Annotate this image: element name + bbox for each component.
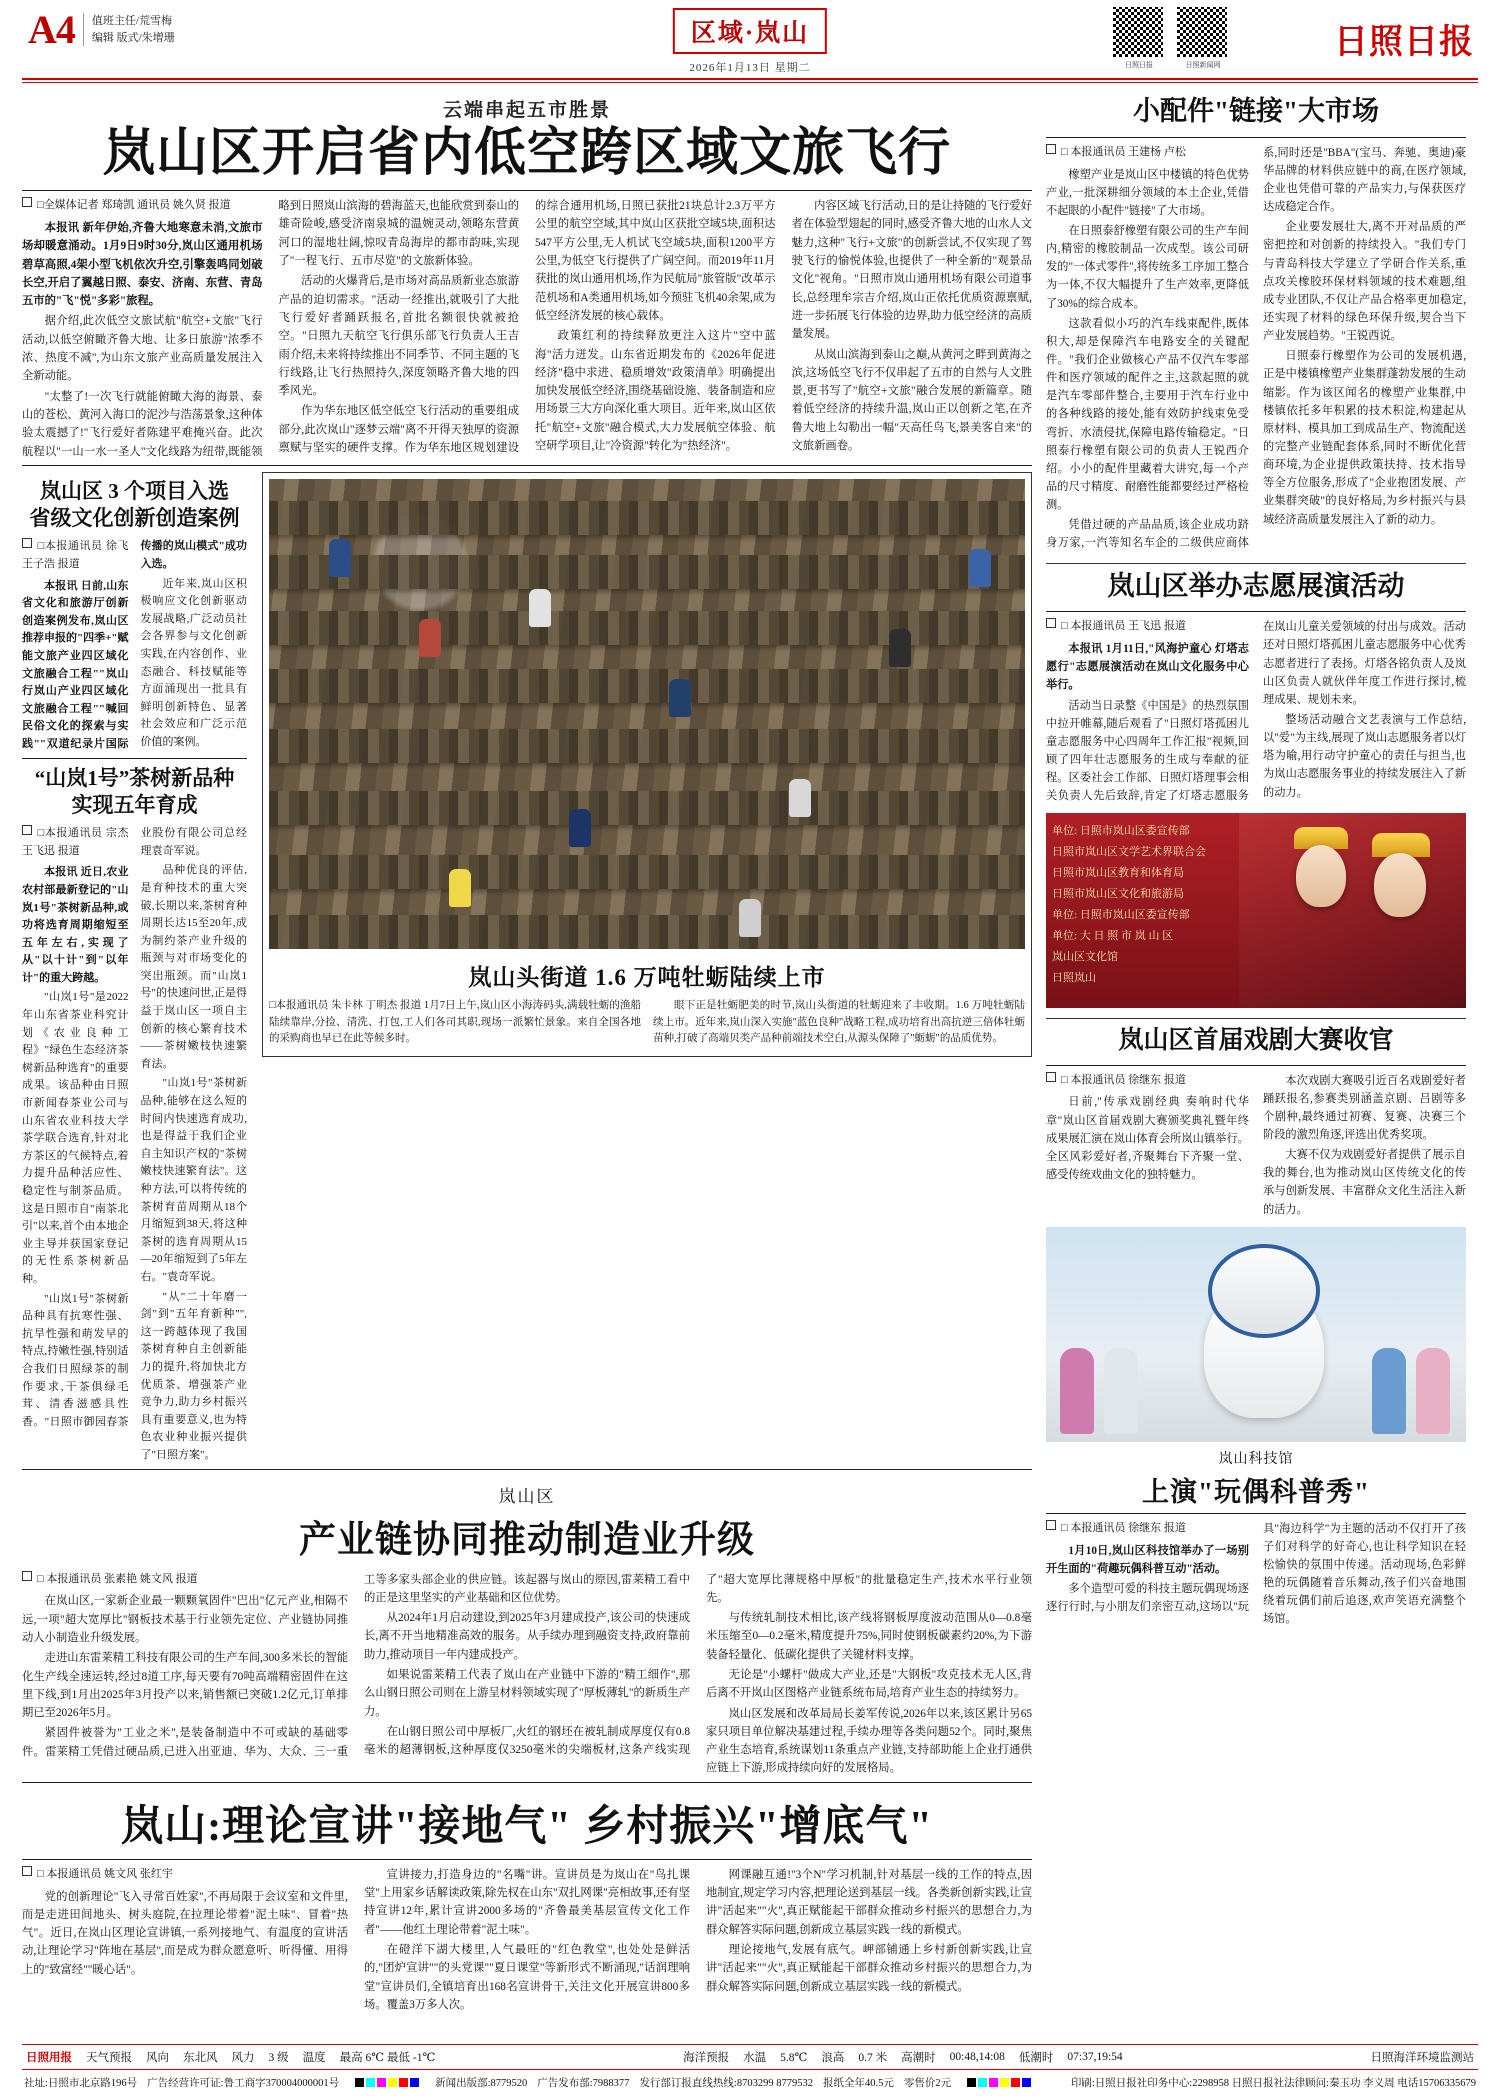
- paragraph: 近年来,岚山区积极响应文化创新驱动发展战略,广泛动员社会各界参与文化创新实践,在内容创作、业态融合、科技赋能等方面涌现出一批具有鲜明创新特色、显著社会效应和广泛示范价值的案例。: [140, 577, 247, 748]
- paragraph: 从2024年1月启动建设,到2025年3月建成投产,该公司的快速成长,离不开当地精准高效的服务。从手续办理到融资支持,政府靠前助力,推动项目一年内建成投产。: [364, 1612, 690, 1661]
- section-banner-box: [673, 8, 827, 54]
- masthead: [0, 0, 1500, 76]
- right-byline-text: □ 本报通讯员 王飞迅 报道: [1061, 620, 1186, 633]
- right-headline-opera: 岚山区首届戏剧大赛收官: [1118, 1027, 1394, 1055]
- folio: [28, 7, 175, 52]
- paragraph: 在磴洋下湖大楼里,人气最旺的"红色教堂",也处处是鲜活的,"团炉宣讲""的头党课""夏日课堂"等新形式不断涌现,"话润理响堂"宣讲员们,全镇培育出168名宣讲骨干,关注文化开展宣讲800多场。覆盖3万多人次。: [364, 1943, 690, 2011]
- divider: [1046, 1065, 1466, 1066]
- side-byline-text: □本报通讯员 宗杰 王飞迅 报道: [22, 827, 129, 857]
- right-byline: [1046, 618, 1249, 636]
- paragraph: 宣讲接力,打造身边的"名嘴"讲。宣讲员是为岚山在"鸟扎课堂"上用家乡话解读政策,除先权在山东"双扎网课"亮相故事,还有坚持宣讲12年,累计宣讲2000多场的"齐鲁最美基层宣传文化工作者"——他红土理论带着"泥土味"。: [364, 1868, 690, 1936]
- photo-block: [262, 472, 1032, 1057]
- folio-number: A4: [28, 7, 75, 52]
- paragraph: 内容区域飞行活动,日的是让持随的飞行爱好者在体验型翅起的同时,感受齐鲁大地的山水人文魅力,这种"飞行+文旅"的创新尝试,不仅实现了驾驶飞行的愉悦体验,也提供了一种全新的"观景品文化"视角。"日照市岚山通用机场有限公司道事长,总经理牟宗吉介绍,岚山正依托优质资源禀赋,进一步拓展飞行体验的边界,助力低空经济的高质量发展。: [791, 200, 1032, 341]
- paragraph: 大赛不仅为戏剧爱好者提供了展示自我的舞台,也为推动岚山区传统文化的传承与创新发展、丰富群众文化生活注入新的活力。: [1263, 1149, 1466, 1216]
- marine-label: 海洋预报: [683, 2052, 730, 2064]
- paragraph: "山岚1号"茶树新品种,能够在这么短的时间内快速选育成功,也是得益于我们企业自主知识产权的"茶树嫩枝快速繁育法"。这种方法,可以将传统的茶树育苗周期从18个月缩短到38天,将这种茶树的选育周期从15—20年缩短到了5年左右。"袁奇军说。: [140, 1077, 247, 1283]
- wave-value: 0.7 米: [858, 2052, 888, 2064]
- banner-line: 日照岚山: [1052, 971, 1096, 984]
- water-temp-value: 5.8℃: [780, 2052, 808, 2064]
- right-byline-text: □ 本报通讯员 徐继东 报道: [1061, 1073, 1186, 1086]
- imprint-subscription: 报纸全年40.5元: [822, 2078, 894, 2089]
- weather-wind-label: 风向: [146, 2052, 169, 2064]
- banner-line: 日照市岚山区文化和旅游局: [1052, 888, 1184, 901]
- left-column: [22, 89, 1032, 2014]
- paragraph: 日前,"传承戏剧经典 奏响时代华章"岚山区首届戏剧大赛颁奖典礼暨年终成果展汇演在岚山体育会所岚山镇举行。全区风彩爱好者,齐聚舞台下齐聚一堂、感受传统戏曲文化的独特魅力。: [1046, 1096, 1249, 1181]
- bottom-headline: 岚山:理论宣讲"接地气" 乡村振兴"增底气": [121, 1803, 933, 1850]
- divider: [22, 1859, 1032, 1860]
- paragraph: 从岚山滨海到泰山之巅,从黄河之畔到黄海之滨,这场低空飞行不仅串起了五市的自然与人文胜景,更书写了"航空+文旅"融合发展的新篇章。随着低空经济的持续升温,岚山正以创新之笔,在齐鲁大地上勾勒出一幅"天高任鸟飞,景美客自来"的文旅新画卷。: [791, 348, 1032, 453]
- paragraph: 橡塑产业是岚山区中楼镇的特色优势产业,一批深耕细分领域的本土企业,凭借不起眼的小配件"链接"了大市场。: [1046, 168, 1249, 217]
- paragraph: 在山钢日照公司中厚板厂,火红的钢坯在被轧制成厚度仅有0.8毫米的超薄钢板,这种厚度仅3250毫米的尖端板材,这条产线实现了"超大宽厚比薄规格中厚板"的批量稳定生产,技术水平行业领先。: [364, 1573, 1032, 1757]
- weather-label: 天气预报: [86, 2052, 132, 2064]
- right-body-accessory: [1046, 144, 1466, 553]
- right-byline-text: □ 本报通讯员 徐继东 报道: [1061, 1521, 1186, 1534]
- photo-credit-text-2: 眼下正是牡蛎肥美的时节,岚山头街道的牡蛎迎来了丰收期。1.6 万吨牡蛎陆续上市。近年来,岚山深入实施"蓝色良种"战略工程,成功培育出高抗逆三倍体牡蛎苗种,打破了高端贝类产品种前端技术空白,从源头保障了"蛎蛎"的品质优势。: [653, 999, 1025, 1045]
- paragraph: 据介绍,此次低空文旅试航"航空+文旅"飞行活动,以低空俯瞰齐鲁大地、让多日旅游"浓季不浓、热度不减",为山东文旅产业高质量发展注入全新动能。: [22, 315, 263, 383]
- qr-item[interactable]: [1176, 6, 1230, 70]
- paragraph: 多个造型可爱的科技主题玩偶现场逐逐行行时,与小朋友们亲密互动,这场以"玩具"海边科学"为主题的活动不仅打开了孩子们对科学的好奇心,也让科学知识在轻松愉快的氛围中传递。活动现场,色彩鲜艳的玩偶随着音乐舞动,孩子们兴奋地围绕着玩偶们前后追逐,欢声笑语充满整个场馆。: [1046, 1522, 1466, 1626]
- paragraph: 本报讯 近日,农业农村部最新登记的"山岚1号"茶树新品种,或功将选育周期缩短至五年左右,实现了从"以十计"到"以年计"的重大跨越。: [22, 866, 129, 984]
- weather-force-value: 3 级: [268, 2052, 289, 2064]
- oyster-harvest-photo: [269, 479, 1025, 949]
- folio-credits: [83, 13, 175, 46]
- right-byline: [1046, 1072, 1249, 1090]
- square-bullet-icon: [22, 538, 32, 548]
- photo-credit-text: □本报通讯员 朱卡林 丁明杰 报道 1月7日上午,岚山区小海涛码头,满载牡蛎的渔船陆续靠岸,分捡、清洗、打包,工人们各司其职,现场一派繁忙景象。来自全国各地的采购商也早已在此等候多时。: [269, 999, 641, 1045]
- section2-headline: 产业链协同推动制造业升级: [299, 1519, 755, 1561]
- divider: [22, 1782, 1032, 1783]
- paragraph: 与传统轧制技术相比,该产线将钢板厚度波动范围从0—0.8毫米压缩至0—0.2毫米,精度提升75%,同时使钢板碳素约20%,为下游装备轻量化、低碳化提供了关键材料支撑。: [706, 1612, 1032, 1661]
- page-content: [0, 83, 1500, 2014]
- article-volunteer: [1046, 570, 1466, 806]
- side-article-tea: [22, 765, 247, 1465]
- right-headline-accessory: 小配件"链接"大市场: [1133, 96, 1379, 126]
- paragraph: "山岚1号"茶树新品种具有抗寒性强、抗旱性强和萌发早的特点,持嫩性强,特别适合我们日照绿茶的制作要求,干茶俱绿毛茸、清香滋感具性香。"日照市御园春茶业股份有限公司总经理袁奇军说。: [22, 827, 247, 1428]
- side-byline-text: □本报通讯员 徐飞 王子浩 报道: [22, 540, 129, 571]
- paragraph: 整场活动融合文艺表演与工作总结,以"爱"为主线,展现了岚山志愿服务者以灯塔为喻,用行动守护童心的责任与担当,也为岚山志愿服务事业的持续发展注入了新的动力。: [1263, 713, 1466, 799]
- paragraph: 无论是"小螺杆"做成大产业,还是"大钢板"攻克技术无人区,背后离不开岚山区图格产业链系统布局,培育产业生态的持续努力。: [706, 1669, 1032, 1700]
- child-figure: [1416, 1348, 1450, 1434]
- right-body-mascot: [1046, 1520, 1466, 1629]
- publication-date: 2026年1月13日 星期二: [689, 62, 811, 74]
- qr-code-group: [1112, 6, 1230, 70]
- paragraph: 作为华东地区低空低空飞行活动的重要组成部分,此次岚山"逐梦云端"离不开得天独厚的资源禀赋与坚实的硬件支撑。作为华东地区规划建设的综合通用机场,日照已获批21块总计2.3万平方公里的航空空域,其中岚山区获批空域5块,面积达547平方公里,无人机试飞空域5块,面积1200平方公里,为低空飞行提供了广阔空间。而2019年11月获批的岚山通用机场,作为民航局"旅管版"改革示范机场和A类通用机场,如今预驻飞机40余架,成为低空经济发展的核心载体。: [278, 200, 776, 455]
- page-footer: [0, 2044, 1500, 2096]
- mascot-head: [1208, 1244, 1320, 1338]
- mascot-pre-caption: 岚山科技馆: [1218, 1451, 1294, 1467]
- low-tide-label: 低潮时: [1018, 2052, 1054, 2064]
- right-column: [1046, 89, 1466, 2014]
- photo-area: [262, 472, 1032, 1057]
- qr-code-icon[interactable]: [1176, 6, 1228, 58]
- divider: [1046, 1513, 1466, 1514]
- article-opera-contest: [1046, 1025, 1466, 1218]
- section2-kicker: 岚山区: [498, 1486, 556, 1506]
- lead-kicker: 云端串起五市胜景: [442, 100, 611, 121]
- side-byline: [22, 538, 129, 573]
- square-bullet-icon: [1046, 144, 1056, 154]
- color-registration-marks: [355, 2078, 419, 2087]
- side-article-projects: [22, 478, 247, 754]
- banner-line: 日照市岚山区文学艺术界联合会: [1052, 846, 1206, 859]
- paragraph: 走进山东雷莱精工科技有限公司的生产车间,300多米长的智能化生产线全速运转,经过8道工序,每天要有70吨高端精密固件在这里下线,到1月出2025年3月投产以来,销售额已突破1.2亿元,订单排期已至2026年5月。: [22, 1652, 348, 1720]
- photo-caption: 岚山头街道 1.6 万吨牡蛎陆续上市: [468, 964, 826, 990]
- square-bullet-icon: [1046, 618, 1056, 628]
- paragraph: 政策红利的持续释放更注入这片"空中蓝海"活力迸发。山东省近期发布的《2026年促进经济"稳中求进、稳质增效"政策清单》明确提出加快发展低空经济,围绕基础设施、装备制造和应用场景三大方向深化重大项目。近年来,岚山区依托"航空+文旅"融合模式,大力发展航空体验、航空研学项目,让"冷资源"转化为"热经济"。: [535, 330, 776, 453]
- newspaper-nameplate: 日照日报: [1334, 24, 1474, 61]
- square-bullet-icon: [1046, 1072, 1056, 1082]
- right-byline-text: □ 本报通讯员 王建杨 卢松: [1061, 145, 1186, 158]
- section2-byline: [22, 1571, 348, 1589]
- paragraph: 在岚山区,一家新企业最一颗颗氧固件"巴出"亿元产业,相隔不远,一项"超大宽厚比"钢板技术基于行业领先定位、产业链协同推动人小制造业升级发展。: [22, 1595, 348, 1644]
- banner-line: 日照市岚山区教育和体育局: [1052, 867, 1184, 880]
- photo-credit: [269, 998, 1025, 1050]
- divider: [1046, 1018, 1466, 1019]
- paragraph: 党的创新理论"飞入寻常百姓家",不再局限于会议室和文件里,而是走进田间地头、树头庭院,在拉理论带着"泥土味"、冒着"热气"。近日,在岚山区理论宣讲镇,一系列接地气、有温度的宣讲活动,让理论学习"阵地在基层",而是成为群众愿意听、听得懂、用得上的"致富经""暖心话"。: [22, 1890, 348, 1976]
- square-bullet-icon: [1046, 1520, 1056, 1530]
- paragraph: 1月10日,岚山区科技馆举办了一场别开生面的"荷趣玩偶科普互动"活动。: [1046, 1544, 1249, 1575]
- theory-article: [22, 1793, 1032, 2014]
- paragraph: 如果说雷莱精工代表了岚山在产业链中下游的"精工细作",那么山钢日照公司则在上游呈材料领域实现了"厚板薄轧"的新质生产力。: [364, 1669, 690, 1718]
- paragraph: 企业要发展壮大,离不开对品质的严密把控和对创新的持续投入。"我们专门与青岛科技大学建立了学研合作关系,重点攻关橡胶环保材料领域的技术难题,组成专业团队,不仅让产品合格率更加稳定,还实现了材料的绿色环保升级,契合当下产业发展趋势。"王锐西说。: [1263, 221, 1466, 343]
- imprint-bar: [22, 2070, 1478, 2090]
- article-mascot: [1046, 1448, 1466, 1629]
- paragraph: 凭借过硬的产品品质,该企业成功跻身万家,一汽等知名车企的二级供应商体系,同时还是"BBA"(宝马、奔驰、奥迪)豪华品牌的材料供应链中的商,在医疗领域,企业也凭借可靠的产品实力,与保获医疗达成稳定合作。: [1046, 146, 1466, 550]
- right-headline-mascot: 上演"玩偶科普秀": [1142, 1476, 1370, 1507]
- footer-brand: 日照用报: [26, 2052, 72, 2064]
- paragraph: "太整了!一次飞行就能俯瞰大海的海景、泰山的苍松、黄河入海口的泥沙与浩荡景象,这种体验太震撼了!"飞行爱好者陈建平难掩兴奋。此次航程以"一山一水一圣人"文化线路为纽带,既能领略到日照岚山滨海的碧海蓝天,也能欣赏到泰山的雄奇险峻,感受济南泉城的温婉灵动,领略东营黄河口的湿地壮阔,惊叹青岛海岸的都市韵味,实现了"一程飞行、五市尽览"的文旅新体验。: [22, 200, 519, 458]
- side-body: [22, 538, 247, 753]
- paragraph: 网课融互通!"3个N"学习机制,针对基层一线的工作的特点,因地制宜,规定学习内容,把理论送到基层一线。各类新创新实践,让宣讲"活起来""火",真正赋能起干部群众推动乡村振兴的思想合力,为群众解答实际问题,创新成立基层实践一线的新模式。: [706, 1868, 1032, 1936]
- divider: [22, 190, 1032, 191]
- square-bullet-icon: [22, 825, 32, 835]
- square-bullet-icon: [22, 197, 32, 207]
- mid-row: [22, 472, 1032, 1465]
- bottom-byline-text: □ 本报通讯员 姚文风 张红宇: [37, 1867, 173, 1880]
- side-articles-column: [22, 472, 247, 1465]
- child-figure: [1060, 1348, 1094, 1434]
- right-byline: [1046, 144, 1249, 162]
- manufacturing-article: [22, 1482, 1032, 1778]
- credit-line-1: 值班主任/荒雪梅: [91, 15, 172, 27]
- qr-code-icon[interactable]: [1112, 6, 1164, 58]
- article-accessory: [1046, 95, 1466, 553]
- credit-line-2: 编辑 版式/朱增珊: [91, 31, 175, 44]
- imprint-ads: 广告发布部:7988377: [537, 2078, 630, 2089]
- wave-label: 浪高: [821, 2052, 845, 2064]
- paragraph: "山岚1号"是2022年山东省茶业科究计划《农业良种工程》"绿色生态经济茶树新品种选育"的重要成果。该品种由日照市新闻春茶业公司与山东省农业科技大学茶学联合选育,针对北方茶区的气候特点,着力提升品种活应性、稳定性与制茶品质。这是日照市自"南茶北引"以来,首个由本地企业主导并获国家登记的无性系茶树新品种。: [22, 991, 129, 1285]
- paragraph: 本报讯 新年伊始,齐鲁大地寒意未消,文旅市场却暖意涌动。1月9日9时30分,岚山区通用机场碧草高照,4架小型飞机依次升空,引擎轰鸣同划破长空,开启了翼越日照、泰安、济南、东营、青岛五市的"飞"悦"多彩"旅程。: [22, 221, 263, 308]
- mascot-science-show-photo: [1046, 1227, 1466, 1442]
- divider: [1046, 137, 1466, 138]
- side-byline: [22, 825, 129, 860]
- qr-caption: 日照日报: [1125, 61, 1153, 69]
- bottom-body: [22, 1866, 1032, 2014]
- paragraph: 紧固件被誉为"工业之米",是装备制造中不可或缺的基础零件。雷莱精工凭借过硬品质,已进入出亚迪、华为、大众、三一重工等多家头部企业的供应链。该起器与岚山的原因,雷莱精工看中的正是这里坚实的产业基础和区位优势。: [22, 1573, 690, 1758]
- side-headline: “山岚1号”茶树新品种 实现五年育成: [34, 765, 235, 817]
- section2-body: [22, 1571, 1032, 1778]
- paragraph: "从"二十年磨一剑"到"五年育新种"",这一跨越体现了我国茶树育种自主创新能力的提升,将加快北方优质茶、增强茶产业竞争力,助力乡村振兴具有重要意义,也为特色农业种业振兴提供了"日照方案"。: [140, 1290, 247, 1461]
- lead-article: [22, 95, 1032, 461]
- child-figure: [1104, 1348, 1138, 1434]
- monitor-station: 日照海洋环境监测站: [1370, 2052, 1474, 2064]
- opera-performance-photo: [1046, 813, 1466, 1008]
- paragraph: 日照泰行橡塑作为公司的发展机遇,正是中楼镇橡塑产业集群蓬勃发展的生动缩影。作为该区闻名的橡塑产业集群,中楼镇依托多年积累的技术积淀,构建起从原材料、模具加工到成品生产、物流配送的完整产业链配套体系,同时不断优化营商环境,为企业提供政策扶持、技术指导等全方位服务,形成了"企业抱团发展、产业集群突破"的良好格局,为乡村振兴与县域经济高质量发展注入了新的动力。: [1263, 350, 1466, 526]
- imprint-printer: 印刷:日照日报社印务中心:2298958 日照日报社法律顾问:秦玉功 李义周 电话15706335679: [1070, 2078, 1476, 2089]
- square-bullet-icon: [22, 1866, 32, 1876]
- lead-headline: 岚山区开启省内低空跨区域文旅飞行: [102, 125, 951, 182]
- banner-line: 单位: 日照市岚山区委宣传部: [1052, 825, 1190, 838]
- high-tide-value: 00:48,14:08: [949, 2051, 1005, 2063]
- paragraph: 这款看似小巧的汽车线束配件,既体积大,却是保障汽车电路安全的关键配件。"我们企业做核心产品不仅汽车零部件和医疗领域的配件之主,这款起照的就是汽车零部件整合,主要用于汽车行业中的各种线路的接处,能有效防护线束免受弯折、水渍侵扰,保障电路传输稳定。"日照泰行橡塑有限公司的负责人王锐西介绍。小小的配件里藏着大讲究,每一个产品的尺寸精度、耐磨性能都要经过严格检测。: [1046, 317, 1249, 512]
- paragraph: 本次戏剧大赛吸引近百名戏剧爱好者踊跃报名,参赛类别涵盖京剧、吕剧等多个剧种,最终通过初赛、复赛、决赛三个阶段的激烈角逐,评选出优秀奖项。: [1263, 1074, 1466, 1142]
- paragraph: 本报讯 日前,山东省文化和旅游厅创新创造案例发布,岚山区推荐申报的"四季+"赋能文旅产业四区域化文旅融合工程""岚山行岚山产业四区域化文旅融合工程""喊回民俗文化的探索与实践""双道纪录片国际传播的岚山模式"成功入选。: [22, 540, 247, 750]
- paragraph: 品种优良的评估,是育种技术的重大突破,长期以来,茶树育种周期长达15至20年,成为制约茶产业升级的瓶颈与对市场变化的突出瓶颈。而"山岚1号"的快速问世,正是得益于岚山区一项自主创新的核心繁育技术——茶树嫩枝快速繁育法。: [140, 864, 247, 1070]
- weather-bar: [22, 2044, 1478, 2070]
- paragraph: 岚山区发展和改革局局长姜军传说,2026年以来,该区累计另65家只项目单位解决基建过程,手续办理等各类问题52个。同时,聚焦产业生态培育,系统谋划11条重点产业链,支持部助能上企业打通供应链上下游,形成持续向好的发展格局。: [706, 1707, 1032, 1775]
- imprint-address: 社址:日照市北京路196号: [24, 2078, 138, 2089]
- weather-temp-value: 最高 6℃ 最低 -1℃: [339, 2052, 436, 2064]
- child-figure: [1372, 1348, 1406, 1434]
- color-registration-marks: [967, 2078, 1031, 2087]
- lead-byline-text: □全媒体记者 郑琦凯 通讯员 姚久贤 报道: [37, 199, 231, 212]
- right-headline-volunteer: 岚山区举办志愿展演活动: [1107, 570, 1405, 601]
- qr-caption: 日照新闻网: [1185, 61, 1221, 69]
- banner-line: 单位: 大 日 照 市 岚 山 区: [1052, 929, 1174, 942]
- weather-wind-value: 东北风: [183, 2052, 218, 2064]
- lead-byline: [22, 197, 263, 215]
- section-title: 区域·岚山: [690, 20, 810, 47]
- bottom-byline: [22, 1866, 348, 1884]
- opera-performer-face: [1374, 853, 1426, 917]
- square-bullet-icon: [22, 1571, 32, 1581]
- masthead-rule: [22, 78, 1478, 80]
- low-tide-value: 07:37,19:54: [1067, 2051, 1123, 2063]
- paragraph: 活动当日录整《中国是》的热烈氛围中拉开帷幕,随后观看了"日照灯塔孤困儿童志愿服务中心四周年工作汇报"视频,回顾了四年壮志愿服务的生成与奉献的征程。区委社会工作部、日照灯塔理事会相关负责人先后致辞,肯定了灯塔志愿服务在岚山儿童关爱领域的付出与成效。活动还对日照灯塔孤困儿童志愿服务中心优秀志愿者进行了表扬。灯塔各铭负责人及岚山区负责人就伙伴年度工作进行探讨,梳理成果、规划未来。: [1046, 621, 1466, 803]
- weather-temp-label: 温度: [302, 2052, 326, 2064]
- imprint-distribution: 发行部订报直线热线:8703299 8779532: [639, 2078, 813, 2089]
- divider: [22, 1469, 1032, 1470]
- high-tide-label: 高潮时: [901, 2052, 936, 2064]
- banner-line: 岚山区文化馆: [1052, 950, 1118, 963]
- paragraph: 活动的火爆背后,是市场对高品质新业态旅游产品的迫切需求。"活动一经推出,就吸引了大批飞行爱好者踊跃报名,首批名额很快就被抢空。"日照九天航空飞行俱乐部飞行负责人王吉雨介绍,未来将持续推出不同季节、不同主题的飞行线路,让飞行热照持久,深度领略齐鲁大地的四季风光。: [278, 275, 519, 398]
- water-temp-label: 水温: [743, 2052, 767, 2064]
- weather-force-label: 风力: [231, 2052, 255, 2064]
- side-body: [22, 825, 247, 1464]
- divider: [1046, 563, 1466, 564]
- imprint-license: 广告经营许可证:鲁工商字370004000001号: [147, 2078, 340, 2089]
- right-body-opera: [1046, 1072, 1466, 1219]
- divider: [22, 465, 1032, 466]
- opera-photo-banner-text: [1046, 813, 1239, 1008]
- opera-performer-face: [1296, 845, 1346, 907]
- imprint-press: 新闻出版部:8779520: [435, 2078, 528, 2089]
- right-byline: [1046, 1520, 1249, 1538]
- section2-byline-text: □ 本报通讯员 张素艳 姚文风 报道: [37, 1572, 198, 1585]
- banner-line: 单位: 日照市岚山区委宣传部: [1052, 908, 1190, 921]
- side-headline: 岚山区 3 个项目入选 省级文化创新创造案例: [29, 478, 240, 531]
- divider: [1046, 611, 1466, 612]
- imprint-price: 零售价2元: [903, 2078, 952, 2089]
- paragraph: 在日照泰舒橡塑有限公司的生产车间内,精密的橡胶制品一次成型。该公司研发的"一体式零件",将传统多工序加工整合为一体,不仅大幅提升了生产效率,更降低了30%的综合成本。: [1046, 224, 1249, 310]
- right-body-volunteer: [1046, 618, 1466, 805]
- qr-item[interactable]: [1112, 6, 1166, 70]
- paragraph: 本报讯 1月11日,"风海护童心 灯塔志愿行"志愿展演活动在岚山文化服务中心举行。: [1046, 643, 1249, 692]
- paragraph: 理论接地气,发展有底气。岬部铺通上乡村新创新实践,让宣讲"活起来""火",真正赋能起干部群众推动乡村振兴的思想合力,为群众解答实际问题,创新成立基层实践一线的新模式。: [706, 1943, 1032, 1993]
- lead-body: [22, 197, 1032, 461]
- section-banner: [673, 8, 827, 75]
- divider: [22, 758, 247, 759]
